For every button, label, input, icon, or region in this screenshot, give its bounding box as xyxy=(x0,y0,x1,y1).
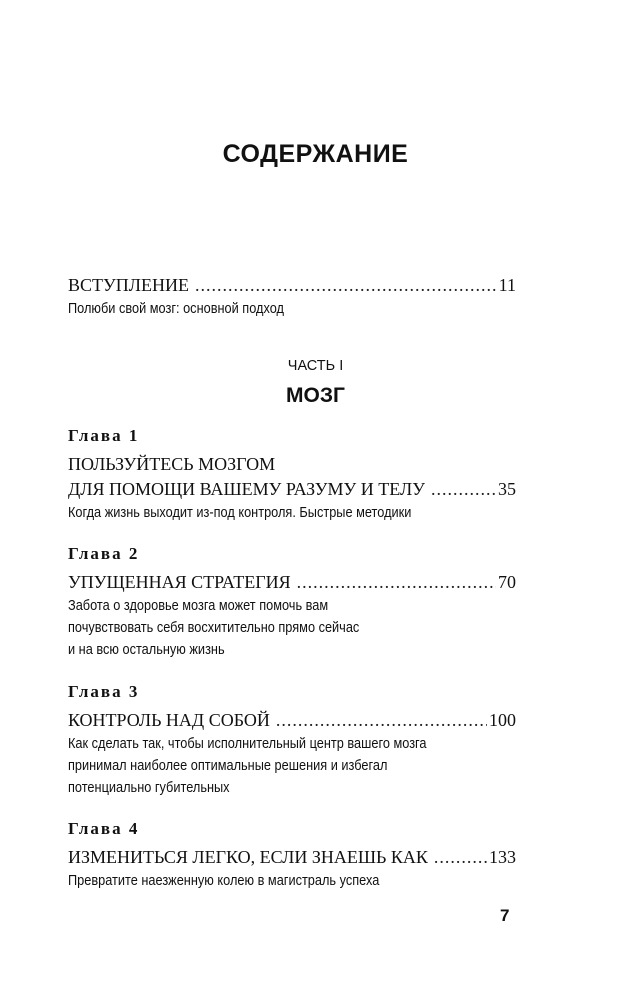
page-number: 7 xyxy=(500,906,510,925)
leader-dots xyxy=(434,845,487,870)
toc-entry-subtitle: Превратите наезженную колею в магистраль успеха xyxy=(68,873,380,889)
toc-chapter-4[interactable] xyxy=(68,817,516,892)
toc-chapter-2[interactable] xyxy=(68,542,516,661)
toc-entry-subtitle: принимал наиболее оптимальные решения и избегал xyxy=(68,758,388,774)
toc-chapter-3[interactable] xyxy=(68,680,516,799)
toc-entry-intro[interactable] xyxy=(68,273,516,320)
toc-chapter-1[interactable] xyxy=(68,424,516,524)
toc-page-number: 11 xyxy=(498,275,516,295)
chapter-label: Глава 3 xyxy=(68,682,140,701)
toc-page-number: 70 xyxy=(498,572,516,592)
toc-entry-subtitle: почувствовать себя восхитительно прямо сейчас xyxy=(68,620,360,636)
toc-entry-title-line xyxy=(68,845,516,870)
toc-entry-title: ПОЛЬЗУЙТЕСЬ МОЗГОМ xyxy=(68,454,276,474)
leader-dots xyxy=(431,477,496,502)
toc-entry-subtitle: Полюби свой мозг: основной подход xyxy=(68,301,284,317)
toc-entry-subtitle: и на всю остальную жизнь xyxy=(68,642,225,658)
toc-page-number: 35 xyxy=(498,479,516,499)
toc-entry-title-line xyxy=(68,477,516,502)
toc-entry-subtitle: Как сделать так, чтобы исполнительный центр вашего мозга xyxy=(68,736,427,752)
page-title: СОДЕРЖАНИЕ xyxy=(222,140,409,168)
chapter-label: Глава 4 xyxy=(68,819,140,838)
toc-entry-title: УПУЩЕННАЯ СТРАТЕГИЯ xyxy=(68,572,291,592)
toc-entry-title: ДЛЯ ПОМОЩИ ВАШЕМУ РАЗУМУ И ТЕЛУ xyxy=(68,479,425,499)
leader-dots xyxy=(195,273,497,298)
part-title: МОЗГ xyxy=(286,384,345,407)
toc-entry-title: ИЗМЕНИТЬСЯ ЛЕГКО, ЕСЛИ ЗНАЕШЬ КАК xyxy=(68,847,428,867)
toc-page-number: 133 xyxy=(489,847,516,867)
chapter-label: Глава 2 xyxy=(68,544,140,563)
chapter-label: Глава 1 xyxy=(68,426,140,445)
leader-dots xyxy=(297,570,496,595)
toc-entry-subtitle: потенциально губительных xyxy=(68,780,230,796)
toc-entry-title: КОНТРОЛЬ НАД СОБОЙ xyxy=(68,710,270,730)
toc-entry-title: ВСТУПЛЕНИЕ xyxy=(68,275,189,295)
leader-dots xyxy=(276,708,487,733)
part-label: ЧАСТЬ I xyxy=(287,358,344,374)
toc-entry-subtitle: Забота о здоровье мозга может помочь вам xyxy=(68,598,329,614)
toc-entry-subtitle: Когда жизнь выходит из-под контроля. Быстрые методики xyxy=(68,505,412,521)
toc-entry-title-line xyxy=(68,708,516,733)
toc-entry-title-line xyxy=(68,570,516,595)
toc-page-number: 100 xyxy=(489,710,516,730)
toc-entry-title-line xyxy=(68,273,516,298)
